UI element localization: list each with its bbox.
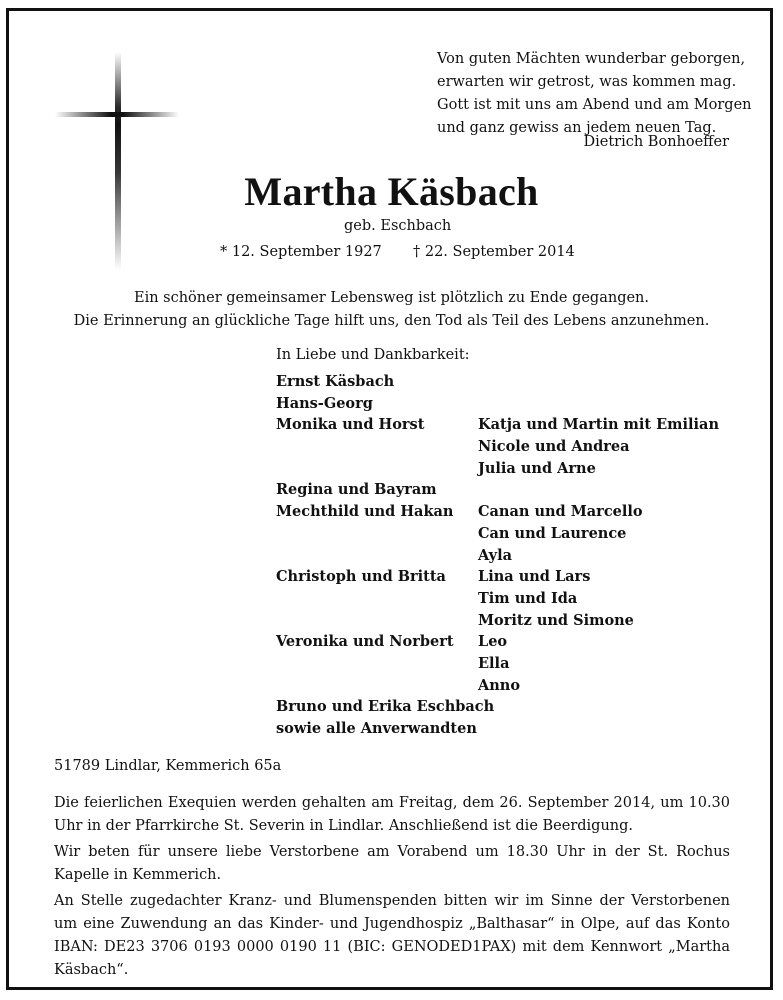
family-grandchildren: Leo	[478, 633, 508, 651]
address: 51789 Lindlar, Kemmerich 65a	[54, 758, 282, 774]
family-grandchildren: Canan und Marcello	[478, 503, 643, 521]
prayer-paragraph: Wir beten für unsere liebe Verstorbene am Vorabend um 18.30 Uhr in der St. Rochus Kapelle in Kemmerich.	[54, 844, 730, 883]
family-member: Veronika und Norbert	[276, 633, 454, 651]
family-member: Bruno und Erika Eschbach	[276, 698, 495, 716]
intro-line: Ein schöner gemeinsamer Lebensweg ist plötzlich zu Ende gegangen.	[133, 290, 650, 306]
deceased-name: Martha Käsbach	[244, 169, 539, 214]
maiden-name: geb. Eschbach	[344, 218, 452, 234]
family-member: Monika und Horst	[276, 416, 425, 434]
family-member: Regina und Bayram	[276, 481, 437, 499]
family-grandchildren: Anno	[478, 676, 521, 694]
family-grandchildren: Nicole und Andrea	[478, 438, 630, 456]
family-member: Christoph und Britta	[276, 568, 446, 586]
family-grandchildren: Lina und Lars	[478, 568, 591, 586]
family-grandchildren: Can und Laurence	[478, 524, 627, 542]
service-paragraph: Die feierlichen Exequien werden gehalten am Freitag, dem 26. September 2014, um 10.30 Uhr in der Pfarrkirche St. Severin in Lindlar. Anschließend ist die Beerdigung.	[54, 795, 730, 834]
family-grandchildren: Tim und Ida	[478, 589, 578, 607]
family-grandchildren: Moritz und Simone	[478, 611, 634, 629]
poem-line: und ganz gewiss an jedem neuen Tag.	[437, 120, 717, 136]
thanks-heading: In Liebe und Dankbarkeit:	[276, 347, 470, 363]
family-grandchildren: Julia und Arne	[478, 459, 596, 477]
death-date: † 22. September 2014	[413, 244, 575, 260]
poem	[437, 48, 752, 140]
intro-text	[0, 287, 783, 333]
cross-vertical-beam	[115, 52, 121, 270]
family-grandchildren: Ella	[478, 654, 510, 672]
poem-line: Von guten Mächten wunderbar geborgen,	[437, 51, 746, 67]
poem-line: erwarten wir getrost, was kommen mag.	[437, 74, 737, 90]
family-member: Mechthild und Hakan	[276, 503, 454, 521]
family-grandchildren: Ayla	[478, 546, 512, 564]
intro-line: Die Erinnerung an glückliche Tage hilft uns, den Tod als Teil des Lebens anzunehmen.	[73, 313, 710, 329]
poem-line: Gott ist mit uns am Abend und am Morgen	[437, 97, 752, 113]
family-member: Hans-Georg	[276, 394, 373, 412]
family-grandchildren: Katja und Martin mit Emilian	[478, 416, 719, 434]
family-member: sowie alle Anverwandten	[276, 720, 477, 737]
family-member: Ernst Käsbach	[276, 373, 395, 390]
birth-date: * 12. September 1927	[220, 244, 382, 260]
donation-paragraph: An Stelle zugedachter Kranz- und Blumenspenden bitten wir im Sinne der Verstorbenen um eine Zuwendung an das Kinder- und Jugendhospiz „Balthasar“ in Olpe, auf das Konto IBAN: DE23 3706 0193 0000 0190 11 (BIC: GENODED1PAX) mit dem Kennwort „Martha Käsbach“.	[54, 893, 730, 978]
cross-horizontal-beam	[55, 112, 179, 117]
poem-author: Dietrich Bonhoeffer	[583, 134, 729, 150]
